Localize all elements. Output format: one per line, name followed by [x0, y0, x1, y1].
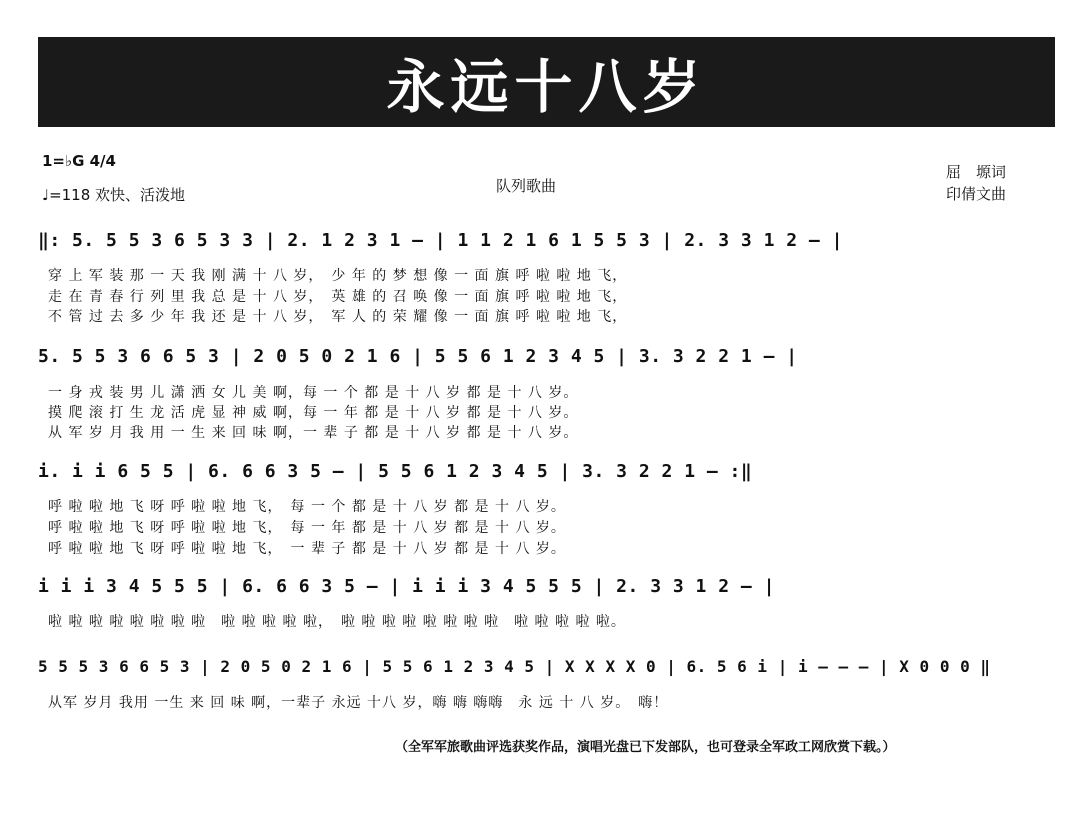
tempo-marking: ♩=118 欢快、活泼地 [42, 186, 186, 204]
notation-line-5: 5 5 5 3 6 6 5 3 | 2 0 5 0 2 1 6 | 5 5 6 1 2 3 4 5 | X X X X 0 | 6. 5 6 i | i – – – | X 0 0 0 ‖ [38, 657, 991, 676]
lyric-line-1-1: 穿 上 军 装 那 一 天 我 刚 满 十 八 岁， 少 年 的 梦 想 像 一 面 旗 呼 啦 啦 地 飞， [48, 268, 628, 284]
lyric-line-2-3: 从 军 岁 月 我 用 一 生 来 回 味 啊，一 辈 子 都 是 十 八 岁 都 是 十 八 岁。 [48, 425, 579, 441]
composer-credit: 印倩文曲 [946, 185, 1007, 203]
lyricist-credit: 屈 塬词 [946, 163, 1007, 181]
notation-line-4: i i i 3 4 5 5 5 | 6. 6 6 3 5 – | i i i 3 4 5 5 5 | 2. 3 3 1 2 – | [38, 576, 775, 597]
lyric-line-3-1: 呼 啦 啦 地 飞 呀 呼 啦 啦 地 飞， 每 一 个 都 是 十 八 岁 都 是 十 八 岁。 [48, 499, 566, 515]
key-signature: 1=♭G 4/4 [42, 152, 116, 170]
notation-line-3: i. i i 6 5 5 | 6. 6 6 3 5 – | 5 5 6 1 2 3 4 5 | 3. 3 2 2 1 – :‖ [38, 461, 753, 482]
song-genre: 队列歌曲 [496, 177, 557, 195]
lyric-line-3-3: 呼 啦 啦 地 飞 呀 呼 啦 啦 地 飞， 一 辈 子 都 是 十 八 岁 都 是 十 八 岁。 [48, 541, 566, 557]
lyric-line-3-2: 呼 啦 啦 地 飞 呀 呼 啦 啦 地 飞， 每 一 年 都 是 十 八 岁 都 是 十 八 岁。 [48, 520, 566, 536]
lyric-line-4-1: 啦 啦 啦 啦 啦 啦 啦 啦 啦 啦 啦 啦 啦， 啦 啦 啦 啦 啦 啦 啦 啦 啦 啦 啦 啦 啦。 [48, 614, 626, 630]
song-title: 永远十八岁 [386, 53, 707, 121]
notation-line-2: 5. 5 5 3 6 6 5 3 | 2 0 5 0 2 1 6 | 5 5 6 1 2 3 4 5 | 3. 3 2 2 1 – | [38, 346, 798, 367]
lyric-line-1-3: 不 管 过 去 多 少 年 我 还 是 十 八 岁， 军 人 的 荣 耀 像 一 面 旗 呼 啦 啦 地 飞， [48, 309, 628, 325]
title-banner [38, 37, 1055, 127]
lyric-line-5-1: 从军 岁月 我用 一生 来 回 味 啊，一辈子 永远 十八 岁，嗨 嗨 嗨嗨 永 远 十 八 岁。 嗨！ [48, 695, 669, 711]
lyric-line-2-1: 一 身 戎 装 男 儿 潇 洒 女 儿 美 啊，每 一 个 都 是 十 八 岁 都 是 十 八 岁。 [48, 385, 579, 401]
lyric-line-1-2: 走 在 青 春 行 列 里 我 总 是 十 八 岁， 英 雄 的 召 唤 像 一 面 旗 呼 啦 啦 地 飞， [48, 289, 628, 305]
footnote: （全军军旅歌曲评选获奖作品，演唱光盘已下发部队，也可登录全军政工网欣赏下载。） [395, 740, 896, 755]
notation-line-1: ‖: 5. 5 5 3 6 5 3 3 | 2. 1 2 3 1 – | 1 1 2 1 6 1 5 5 3 | 2. 3 3 1 2 – | [38, 230, 843, 251]
lyric-line-2-2: 摸 爬 滚 打 生 龙 活 虎 显 神 威 啊，每 一 年 都 是 十 八 岁 都 是 十 八 岁。 [48, 405, 579, 421]
